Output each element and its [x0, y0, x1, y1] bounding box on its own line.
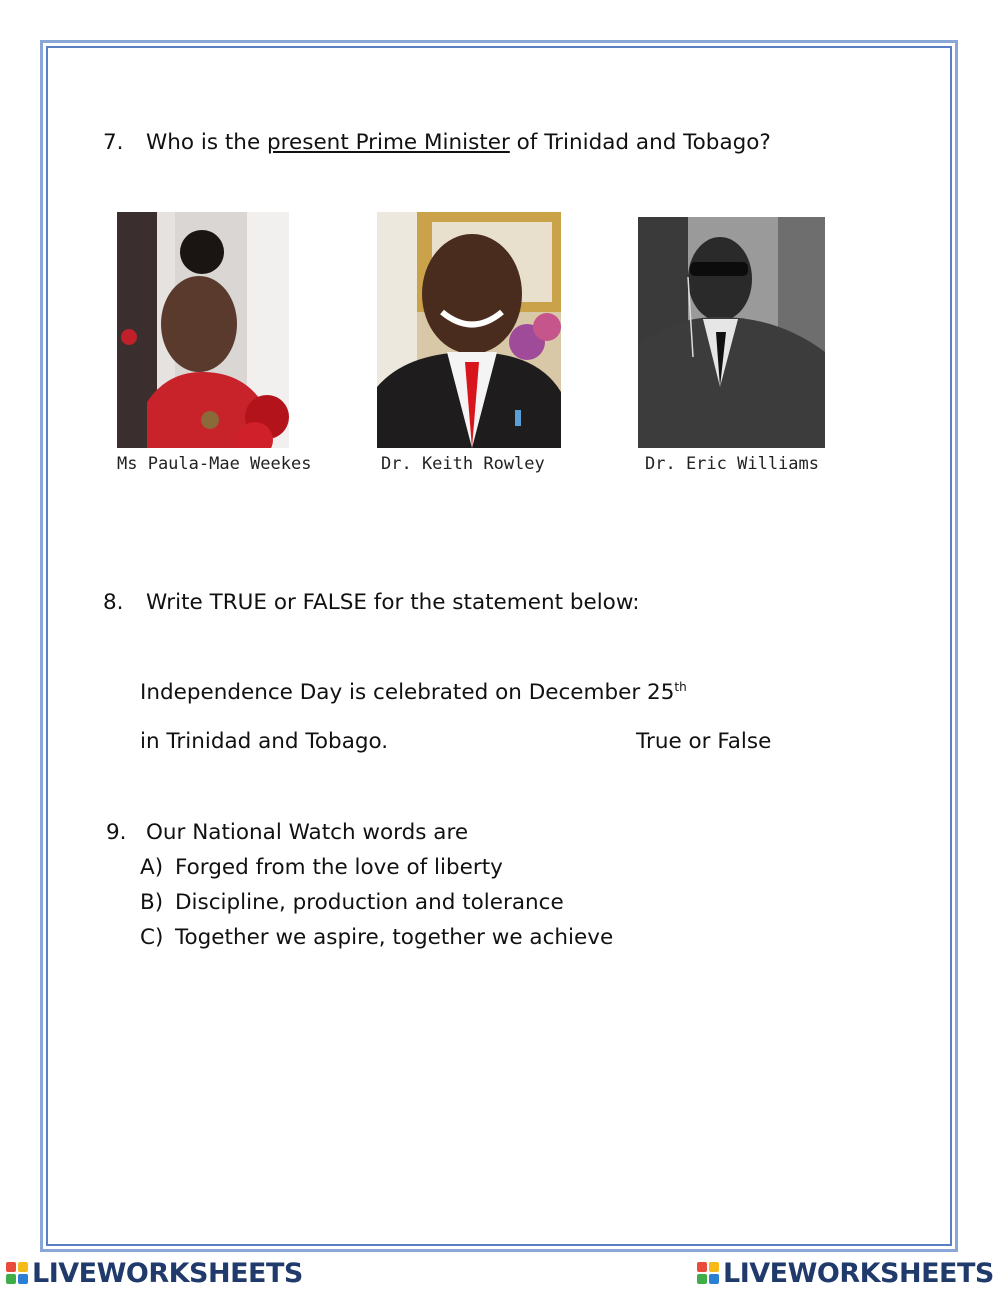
question-text: Who is the present Prime Minister of Trinidad and Tobago?: [146, 130, 771, 155]
question-number: 8.: [103, 590, 124, 615]
question-8: [103, 590, 640, 615]
brand-left: [6, 1258, 303, 1288]
option-letter: C): [140, 925, 164, 950]
question-text: Write TRUE or FALSE for the statement below:: [146, 590, 640, 615]
brand-name: LIVEWORKSHEETS: [723, 1257, 994, 1289]
caption-option-3: Dr. Eric Williams: [645, 454, 819, 474]
ordinal-suffix: th: [674, 679, 687, 694]
photo-keith-rowley[interactable]: [377, 212, 561, 448]
brand-name: LIVEWORKSHEETS: [32, 1257, 303, 1289]
option-c[interactable]: [140, 925, 614, 950]
photo-paula-mae-weekes[interactable]: [117, 212, 289, 448]
option-a[interactable]: [140, 855, 503, 880]
caption-option-1: Ms Paula-Mae Weekes: [117, 454, 312, 474]
brand-logo-icon: [6, 1262, 28, 1284]
option-text: Together we aspire, together we achieve: [175, 925, 614, 950]
statement-line-2: in Trinidad and Tobago.: [140, 729, 389, 754]
question-number: 7.: [103, 130, 124, 155]
caption-option-2: Dr. Keith Rowley: [381, 454, 545, 474]
photo-eric-williams[interactable]: [638, 217, 825, 448]
statement-line-1: Independence Day is celebrated on December 25th: [140, 679, 687, 705]
option-b[interactable]: [140, 890, 564, 915]
question-number: 9.: [106, 820, 127, 845]
option-text: Forged from the love of liberty: [175, 855, 503, 880]
question-9: [106, 820, 469, 845]
brand-right: [697, 1258, 994, 1288]
brand-logo-icon: [697, 1262, 719, 1284]
option-letter: A): [140, 855, 164, 880]
question-7: [103, 130, 771, 155]
option-text: Discipline, production and tolerance: [175, 890, 564, 915]
underlined-phrase: present Prime Minister: [267, 130, 510, 155]
answer-field[interactable]: True or False: [636, 729, 772, 754]
question-text: Our National Watch words are: [146, 820, 469, 845]
option-letter: B): [140, 890, 164, 915]
